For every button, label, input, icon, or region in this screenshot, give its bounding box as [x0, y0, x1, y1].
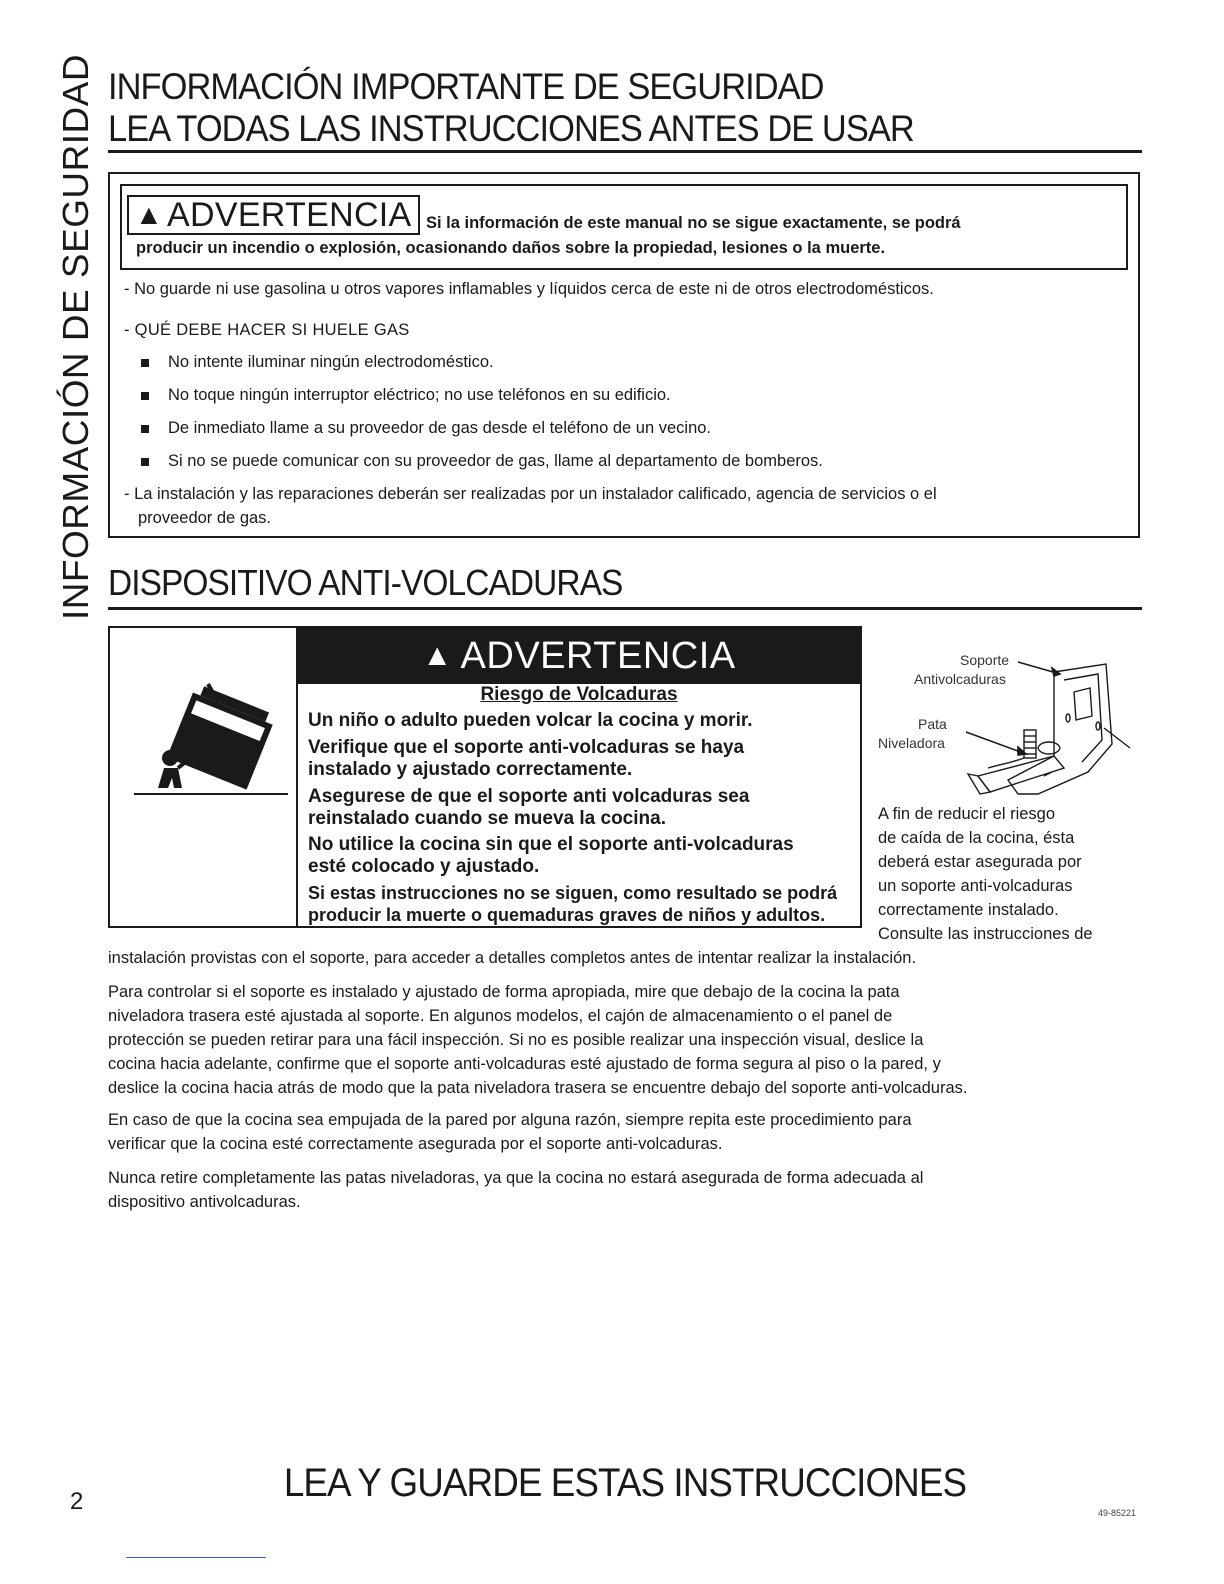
section-title-anti-tip: DISPOSITIVO ANTI-VOLCADURAS	[108, 562, 623, 603]
para2-line-5: deslice la cocina hacia atrás de modo que la pata niveladora trasera se encuentre debajo del soporte anti-volcaduras.	[108, 1079, 968, 1097]
side-para-line-5: correctamente instalado.	[878, 901, 1059, 919]
document-code: 49-85221	[1098, 1508, 1137, 1518]
tip-line-2: Verifique que el soporte anti-volcaduras se haya	[308, 737, 745, 758]
tip-over-subtitle: Riesgo de Volcaduras	[480, 684, 678, 705]
tip-line-5: reinstalado cuando se mueva la cocina.	[308, 808, 666, 829]
tip-over-banner-label: ADVERTENCIA	[460, 634, 736, 677]
side-para-line-3: deberá estar asegurada por	[878, 853, 1082, 871]
tip-line-7: esté colocado y ajustado.	[308, 856, 540, 877]
para4-line-2: dispositivo antivolcaduras.	[108, 1193, 301, 1211]
para2-line-3: protección se pueden retirar para una fácil inspección. Si no es posible realizar una inspección visual, deslice la	[108, 1031, 924, 1049]
tip-over-child-icon	[126, 676, 292, 804]
warning-triangle-icon: ▲	[422, 639, 453, 672]
gas-bullet-2: No toque ningún interruptor eléctrico; no use teléfonos en su edificio.	[168, 386, 671, 404]
gas-warning-item-1: - No guarde ni use gasolina u otros vapores inflamables y líquidos cerca de este ni de otros electrodomésticos.	[124, 280, 934, 298]
side-para-line-4: un soporte anti-volcaduras	[878, 877, 1073, 895]
gas-bullet-4: Si no se puede comunicar con su proveedor de gas, llame al departamento de bomberos.	[168, 452, 823, 470]
side-para-line-2: de caída de la cocina, ésta	[878, 829, 1075, 847]
figure-label-leg-1: Pata	[918, 716, 947, 732]
para-continue-line: instalación provistas con el soporte, para acceder a detalles completos antes de intentar realizar la instalación.	[108, 949, 917, 967]
side-section-title	[12, 28, 112, 628]
para2-line-4: cocina hacia adelante, confirme que el soporte anti-volcaduras esté ajustado de forma segura al piso o la pared, y	[108, 1055, 941, 1073]
side-para-line-6: Consulte las instrucciones de	[878, 925, 1093, 943]
gas-bullet-1: No intente iluminar ningún electrodoméstico.	[168, 353, 494, 371]
gas-bullet-3: De inmediato llame a su proveedor de gas desde el teléfono de un vecino.	[168, 419, 712, 437]
advertencia-badge-label: ADVERTENCIA	[167, 195, 412, 234]
tip-line-1: Un niño o adulto pueden volcar la cocina y morir.	[308, 710, 753, 731]
bottom-link-underline[interactable]	[126, 1557, 266, 1558]
header-line-1: INFORMACIÓN IMPORTANTE DE SEGURIDAD	[108, 66, 824, 107]
tip-line-6: No utilice la cocina sin que el soporte anti-volcaduras	[308, 834, 794, 855]
gas-warning-lead-1: Si la información de este manual no se sigue exactamente, se podrá	[426, 214, 961, 232]
para4-line-1: Nunca retire completamente las patas niveladoras, ya que la cocina no estará asegurada de forma adecuada al	[108, 1169, 924, 1187]
advertencia-badge	[127, 195, 420, 235]
tip-line-4: Asegurese de que el soporte anti volcaduras sea	[308, 786, 750, 807]
header-rule	[108, 150, 1142, 153]
section-rule	[108, 607, 1142, 610]
side-section-title-text: INFORMACIÓN DE SEGURIDAD	[55, 67, 96, 620]
bullet-square-icon	[141, 425, 149, 433]
para3-line-2: verificar que la cocina esté correctamente asegurada por el soporte anti-volcaduras.	[108, 1135, 723, 1153]
tip-line-9: producir la muerte o quemaduras graves de niños y adultos.	[308, 905, 826, 925]
figure-label-leg-2: Niveladora	[878, 735, 945, 751]
side-para-line-1: A fin de reducir el riesgo	[878, 805, 1056, 823]
gas-warning-lead-2: producir un incendio o explosión, ocasionando daños sobre la propiedad, lesiones o la muerte.	[136, 239, 886, 257]
footer-title: LEA Y GUARDE ESTAS INSTRUCCIONES	[283, 1461, 967, 1505]
tip-line-3: instalado y ajustado correctamente.	[308, 759, 633, 780]
para2-line-1: Para controlar si el soporte es instalado y ajustado de forma apropiada, mire que debajo de la cocina la pata	[108, 983, 900, 1001]
tip-line-8: Si estas instrucciones no se siguen, como resultado se podrá	[308, 883, 838, 903]
para2-line-2: niveladora trasera esté ajustada al soporte. En algunos modelos, el cajón de almacenamiento o el panel de	[108, 1007, 893, 1025]
bullet-square-icon	[141, 392, 149, 400]
figure-label-bracket-2: Antivolcaduras	[914, 671, 1006, 687]
gas-warning-item-3-line-1: - La instalación y las reparaciones deberán ser realizadas por un instalador calificado, agencia de servicios o el	[124, 485, 937, 503]
anti-tip-bracket-illustration	[868, 644, 1138, 804]
page-number: 2	[70, 1488, 84, 1515]
figure-label-bracket-1: Soporte	[960, 652, 1010, 668]
bullet-square-icon	[141, 359, 149, 367]
header-line-2: LEA TODAS LAS INSTRUCCIONES ANTES DE USAR	[108, 108, 914, 149]
warning-triangle-icon: ▲	[135, 199, 164, 230]
tip-over-banner	[298, 628, 860, 684]
gas-warning-subhead: - QUÉ DEBE HACER SI HUELE GAS	[124, 321, 410, 339]
bullet-square-icon	[141, 458, 149, 466]
page-header	[108, 66, 1070, 150]
para3-line-1: En caso de que la cocina sea empujada de la pared por alguna razón, siempre repita este procedimiento para	[108, 1111, 912, 1129]
gas-warning-item-3-line-2: proveedor de gas.	[138, 509, 272, 527]
